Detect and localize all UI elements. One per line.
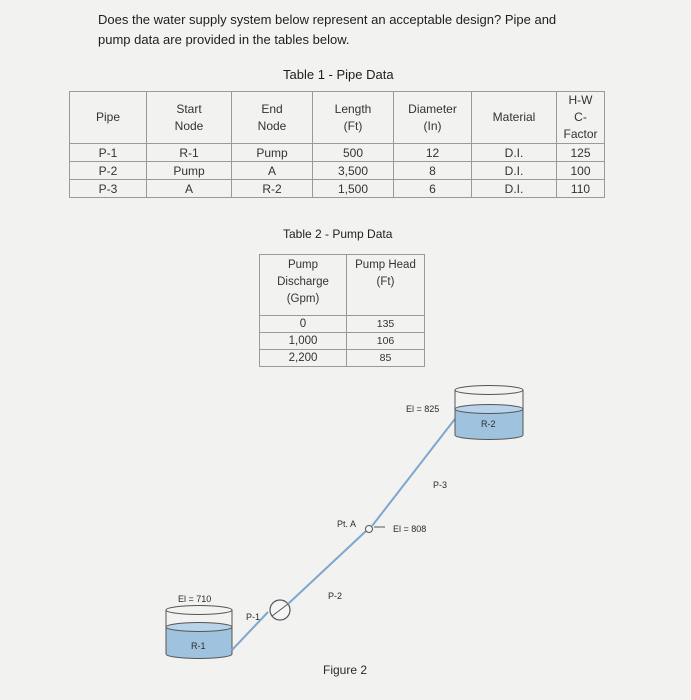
table-cell: P-3 [70,180,147,198]
header-length: Length (Ft) [313,92,394,144]
pipe-p3 [372,415,458,526]
point-a-elevation: El = 808 [393,524,427,534]
table-cell: D.I. [472,162,557,180]
table-cell: P-1 [70,144,147,162]
header-pump-discharge: Pump Discharge (Gpm) [260,255,347,316]
table-cell: Pump [232,144,313,162]
table-cell: A [232,162,313,180]
table-cell: D.I. [472,144,557,162]
r1-label: R-1 [191,641,206,651]
header-hw-factor: H-W C-Factor [557,92,605,144]
header-pipe: Pipe [70,92,147,144]
header-end-node: End Node [232,92,313,144]
header-pump-head: Pump Head (Ft) [347,255,425,316]
table-cell: 8 [394,162,472,180]
r2-elevation: El = 825 [406,404,440,414]
table1-caption: Table 1 - Pipe Data [283,67,394,82]
table-cell: 12 [394,144,472,162]
reservoir-r2 [455,386,523,440]
table-cell: Pump [147,162,232,180]
figure-caption: Figure 2 [323,663,368,677]
table-cell: A [147,180,232,198]
table-cell: 0 [260,316,347,333]
table-cell: P-2 [70,162,147,180]
table-cell: 135 [347,316,425,333]
table2-caption: Table 2 - Pump Data [283,227,393,241]
table-cell: 3,500 [313,162,394,180]
p3-label: P-3 [433,480,448,490]
point-a-node [366,526,373,533]
table-cell: 110 [557,180,605,198]
p1-label: P-1 [246,612,261,622]
table-cell: 6 [394,180,472,198]
table-cell: 106 [347,333,425,350]
question-text: Does the water supply system below represent an acceptable design? Pipe and pump data are provided in the tables below. [98,12,557,47]
table-cell: D.I. [472,180,557,198]
table-cell: 2,200 [260,350,347,367]
header-material: Material [472,92,557,144]
table-cell: 100 [557,162,605,180]
table-cell: 500 [313,144,394,162]
table-cell: 125 [557,144,605,162]
pipe-p2 [288,531,366,604]
pump-icon [270,600,290,620]
header-start-node: Start Node [147,92,232,144]
table-cell: R-2 [232,180,313,198]
table-cell: 1,500 [313,180,394,198]
table-cell: 85 [347,350,425,367]
header-diameter: Diameter (In) [394,92,472,144]
p2-label: P-2 [328,591,343,601]
table-cell: R-1 [147,144,232,162]
r1-elevation: El = 710 [178,594,212,604]
point-a-label: Pt. A [337,519,357,529]
table-cell: 1,000 [260,333,347,350]
r2-label: R-2 [481,419,496,429]
